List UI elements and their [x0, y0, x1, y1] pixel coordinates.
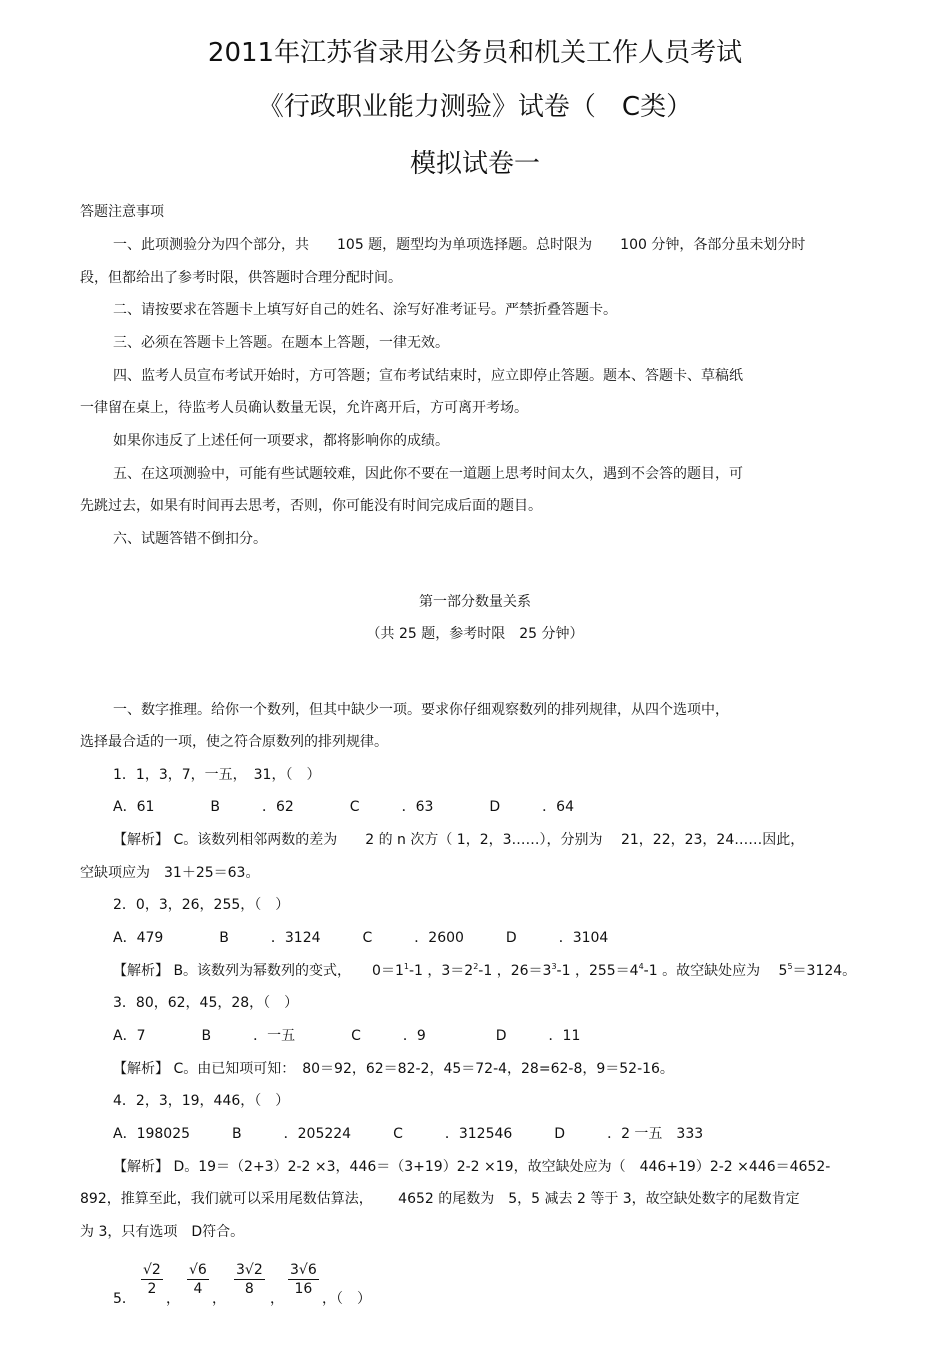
q5-fraction-3 [234, 1261, 265, 1298]
fraction-denominator: 8 [244, 1281, 254, 1297]
fraction-denominator: 4 [193, 1281, 203, 1297]
notice-p4a: 四、监考人员宣布考试开始时，方可答题；宣布考试结束时，应立即停止答题。题本、答题卡、草稿纸 [113, 368, 743, 384]
doc-title-line1: 2011年江苏省录用公务员和机关工作人员考试 [207, 38, 743, 68]
q1-explanation-a: 【解析】 C。该数列相邻两数的差为 2 的 n 次方（ 1，2，3……），分别为 21，22，23，24……因此， [113, 832, 805, 848]
q5-tail: ，（ ） [322, 1291, 371, 1307]
q5-fraction-4 [288, 1261, 319, 1298]
q2-stem: 2．0，3，26，255，（ ） [113, 897, 290, 913]
q2-options: A．479 B ．3124 C ．2600 D ．3104 [113, 930, 609, 946]
notice-heading: 答题注意事项 [80, 204, 164, 220]
q3-stem: 3．80，62，45，28，（ ） [113, 995, 299, 1011]
notice-p4b: 一律留在桌上，待监考人员确认数量无误，允许离开后，方可离开考场。 [80, 400, 528, 416]
section-subtitle: （共 25 题，参考时限 25 分钟） [366, 626, 584, 642]
section-title: 第一部分数量关系 [419, 594, 531, 610]
q4-stem: 4．2，3，19，446，（ ） [113, 1093, 290, 1109]
q5-separator: ， [212, 1291, 226, 1307]
notice-p5b: 先跳过去，如果有时间再去思考，否则，你可能没有时间完成后面的题目。 [80, 498, 542, 514]
notice-p3: 三、必须在答题卡上答题。在题本上答题，一律无效。 [113, 335, 449, 351]
notice-p5a: 五、在这项测验中，可能有些试题较难，因此你不要在一道题上思考时间太久，遇到不会答的题目，可 [113, 466, 743, 482]
notice-p2: 二、请按要求在答题卡上填写好自己的姓名、涂写好准考证号。严禁折叠答题卡。 [113, 302, 617, 318]
q5-separator: ， [270, 1291, 284, 1307]
fraction-numerator: √6 [189, 1262, 207, 1278]
q3-options: A．7 B ．一五 C ．9 D ．11 [113, 1028, 581, 1044]
doc-title-line3: 模拟试卷一 [409, 149, 540, 179]
q1-stem: 1．1，3，7，一五， 31，（ ） [113, 767, 321, 783]
fraction-denominator: 2 [147, 1281, 157, 1297]
notice-p4c: 如果你违反了上述任何一项要求，都将影响你的成绩。 [113, 433, 449, 449]
q2-explanation: 【解析】 B。该数列为幂数列的变式， $0=1^1-1$ ，$3=2^2-1$ ，$26=3^3-1$ ，$255=4^4-1$ 。故空缺处应为 $5^5=3124$。 [113, 962, 857, 979]
intro-line-b: 选择最合适的一项，使之符合原数列的排列规律。 [80, 734, 388, 750]
q4-explanation-b: 892，推算至此，我们就可以采用尾数估算法， 4652 的尾数为 5，5 减去 2 等于 3，故空缺处数字的尾数肯定 [80, 1191, 800, 1207]
q5-fraction-2 [187, 1261, 209, 1298]
fraction-numerator: √2 [143, 1262, 161, 1278]
q4-explanation-a: 【解析】 D。19＝（2+3）2-2 ×3，446＝（3+19）2-2 ×19，故空缺处应为（ 446+19）2-2 ×446＝4652- [113, 1159, 831, 1175]
fraction-numerator: 3√2 [236, 1262, 263, 1278]
doc-title-line2: 《行政职业能力测验》试卷（ C类） [257, 92, 693, 122]
q4-explanation-c: 为 3，只有选项 D符合。 [80, 1224, 245, 1240]
q5-separator: ， [166, 1291, 180, 1307]
q1-explanation-b: 空缺项应为 31＋25＝63。 [80, 865, 260, 881]
q4-options: A．198025 B ．205224 C ．312546 D ．2 一五 333 [113, 1126, 704, 1142]
fraction-numerator: 3√6 [290, 1262, 317, 1278]
notice-p6: 六、试题答错不倒扣分。 [113, 531, 267, 547]
notice-p1b: 段，但都给出了参考时限，供答题时合理分配时间。 [80, 270, 402, 286]
intro-line-a: 一、数字推理。给你一个数列，但其中缺少一项。要求你仔细观察数列的排列规律，从四个选项中， [113, 702, 729, 718]
notice-p1a: 一、此项测验分为四个部分，共 105 题，题型均为单项选择题。总时限为 100 分钟，各部分虽未划分时 [113, 237, 806, 253]
q1-options: A．61 B ．62 C ．63 D ．64 [113, 799, 574, 815]
q3-explanation: 【解析】 C。由已知项可知： 80＝92，62＝82-2，45＝72-4，28=62-8，9＝52-16。 [113, 1061, 674, 1077]
fraction-denominator: 16 [294, 1281, 313, 1297]
q5-label: 5． [113, 1291, 136, 1307]
q5-fraction-1 [141, 1261, 163, 1298]
